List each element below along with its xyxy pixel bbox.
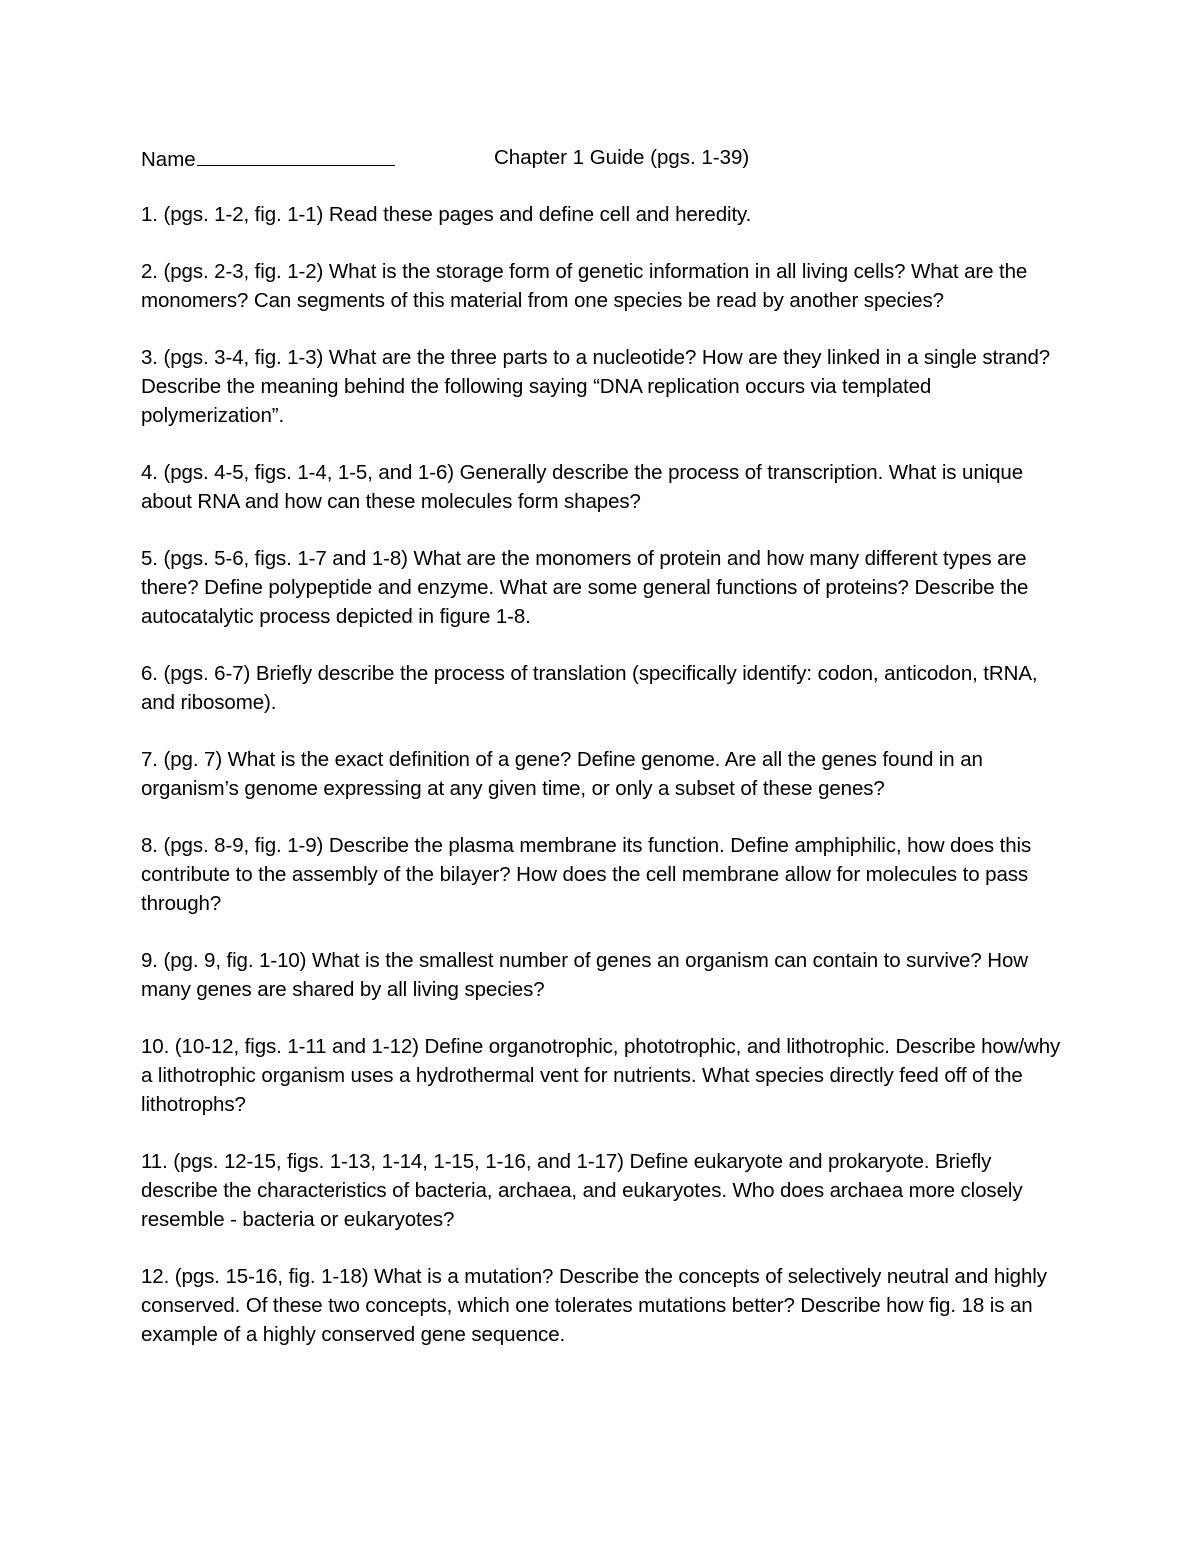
question-5: 5. (pgs. 5-6, figs. 1-7 and 1-8) What are the monomers of protein and how many different types are there? Define polypeptide and enzyme. What are some general functions of proteins? Describe the autocatalytic process depicted in figure 1-8.	[141, 547, 1029, 628]
question-1: 1. (pgs. 1-2, fig. 1-1) Read these pages and define cell and heredity.	[141, 203, 752, 226]
question-9: 9. (pg. 9, fig. 1-10) What is the smallest number of genes an organism can contain to survive? How many genes are shared by all living species?	[141, 949, 1028, 1001]
question-11: 11. (pgs. 12-15, figs. 1-13, 1-14, 1-15, 1-16, and 1-17) Define eukaryote and prokaryote. Briefly describe the characteristics of bacteria, archaea, and eukaryotes. Who does archaea more closely resemble - bacteria or eukaryotes?	[141, 1150, 1023, 1231]
question-4: 4. (pgs. 4-5, figs. 1-4, 1-5, and 1-6) Generally describe the process of transcription. What is unique about RNA and how can these molecules form shapes?	[141, 461, 1023, 513]
question-12: 12. (pgs. 15-16, fig. 1-18) What is a mutation? Describe the concepts of selectively neutral and highly conserved. Of these two concepts, which one tolerates mutations better? Describe how fig. 18 is an example of a highly conserved gene sequence.	[141, 1265, 1047, 1346]
question-10: 10. (10-12, figs. 1-11 and 1-12) Define organotrophic, phototrophic, and lithotrophic. Describe how/why a lithotrophic organism uses a hydrothermal vent for nutrients. What species directly feed off of the lithotrophs?	[141, 1035, 1061, 1116]
question-7: 7. (pg. 7) What is the exact definition of a gene? Define genome. Are all the genes found in an organism’s genome expressing at any given time, or only a subset of these genes?	[141, 748, 983, 800]
question-6: 6. (pgs. 6-7) Briefly describe the process of translation (specifically identify: codon, anticodon, tRNA, and ribosome).	[141, 662, 1038, 714]
name-blank-line[interactable]	[197, 143, 395, 166]
question-2: 2. (pgs. 2-3, fig. 1-2) What is the storage form of genetic information in all living cells? What are the monomers? Can segments of this material from one species be read by another species?	[141, 260, 1028, 312]
question-list	[141, 200, 1066, 1377]
question-3: 3. (pgs. 3-4, fig. 1-3) What are the three parts to a nucleotide? How are they linked in a single strand? Describe the meaning behind the following saying “DNA replication occurs via templated polymerization”.	[141, 346, 1051, 427]
page-title: Chapter 1 Guide (pgs. 1-39)	[494, 146, 750, 169]
header	[141, 143, 1071, 174]
name-label: Name	[141, 148, 196, 171]
question-8: 8. (pgs. 8-9, fig. 1-9) Describe the plasma membrane its function. Define amphiphilic, how does this contribute to the assembly of the bilayer? How does the cell membrane allow for molecules to pass through?	[141, 834, 1032, 915]
